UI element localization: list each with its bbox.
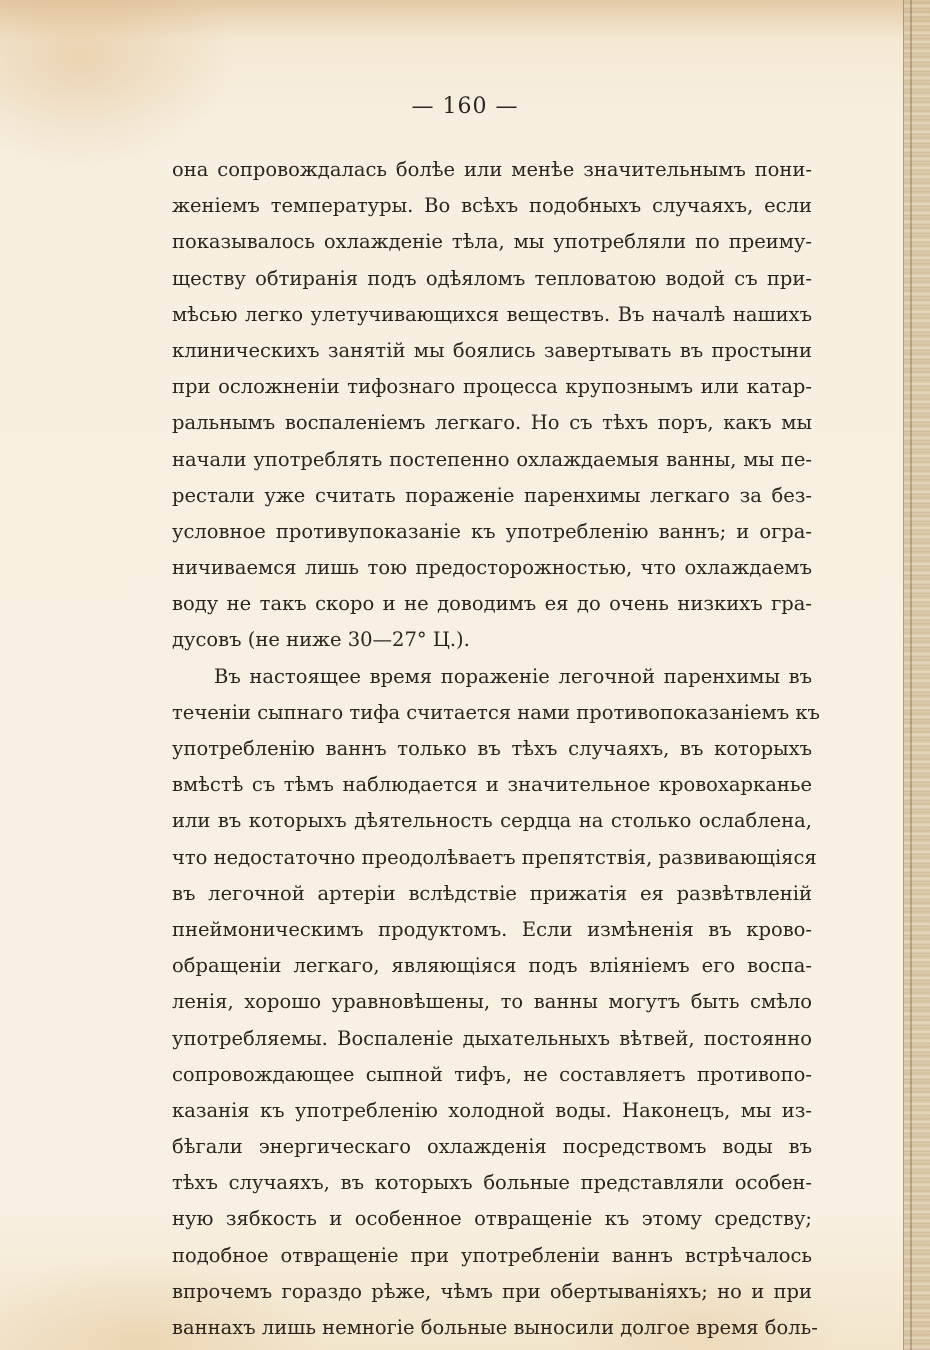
text-line: женіемъ температуры. Во всѣхъ подобныхъ случаяхъ, если xyxy=(172,194,812,218)
text-line: ную зябкость и особенное отвращеніе къ этому средству; xyxy=(172,1207,812,1231)
text-line: ваннахъ лишь немногіе больные выносили долгое время боль- xyxy=(172,1316,818,1339)
text-line: подобное отвращеніе при употребленіи ваннъ встрѣчалось xyxy=(172,1243,812,1267)
text-line: обращеніи легкаго, являющіяся подъ вліяніемъ его воспа- xyxy=(172,954,812,978)
text-line: пнеймоническимъ продуктомъ. Если измѣненія въ крово- xyxy=(172,917,812,941)
text-line: сопровождающее сыпной тифъ, не составляетъ противопо- xyxy=(172,1062,812,1086)
text-line: употребленію ваннъ только въ тѣхъ случаяхъ, въ которыхъ xyxy=(172,737,812,760)
text-line: ничиваемся лишь тою предосторожностью, что охлаждаемъ xyxy=(172,556,812,580)
text-line: мѣсью легко улетучивающихся веществъ. Въ началѣ нашихъ xyxy=(172,302,812,326)
text-line: бѣгали энергическаго охлажденія посредствомъ воды въ xyxy=(172,1135,812,1159)
text-line: рестали уже считать пораженіе паренхимы легкаго за без- xyxy=(172,483,812,507)
page-number: — 160 — xyxy=(411,94,519,119)
text-line: или въ которыхъ дѣятельность сердца на столько ослаблена, xyxy=(172,809,812,833)
text-line: что недостаточно преодолѣваетъ препятствія, развивающіяся xyxy=(172,845,817,869)
text-line: она сопровождалась болѣе или менѣе значительнымъ пони- xyxy=(172,158,812,181)
paragraph-start-line: Въ настоящее время пораженіе легочной паренхимы въ xyxy=(214,664,812,688)
text-line: казанія къ употребленію холодной воды. Наконецъ, мы из- xyxy=(172,1098,812,1122)
text-line: условное противупоказаніе къ употребленію ваннъ; и огра- xyxy=(172,519,812,543)
text-line: впрочемъ гораздо рѣже, чѣмъ при обертываніяхъ; но и при xyxy=(172,1279,812,1303)
binding-edge xyxy=(903,0,930,1350)
text-line: тѣхъ случаяхъ, въ которыхъ больные представляли особен- xyxy=(172,1171,812,1195)
text-line: теченіи сыпнаго тифа считается нами противопоказаніемъ къ xyxy=(172,700,820,724)
text-line: показывалось охлажденіе тѣла, мы употребляли по преиму- xyxy=(172,230,812,254)
body-text xyxy=(172,152,820,1346)
page-stain xyxy=(0,0,930,40)
text-line: въ легочной артеріи вслѣдствіе прижатія ея развѣтвленій xyxy=(172,881,812,905)
text-line: ленія, хорошо уравновѣшены, то ванны могутъ быть смѣло xyxy=(172,990,812,1014)
text-line: ральнымъ воспаленіемъ легкаго. Но съ тѣхъ поръ, какъ мы xyxy=(172,411,812,435)
text-line: при осложненіи тифознаго процесса крупознымъ или катар- xyxy=(172,375,812,399)
text-line: употребляемы. Воспаленіе дыхательныхъ вѣтвей, постоянно xyxy=(172,1026,812,1050)
text-line: вмѣстѣ съ тѣмъ наблюдается и значительное кровохарканье xyxy=(172,773,812,797)
text-line: клиническихъ занятій мы боялись завертывать въ простыни xyxy=(172,338,812,362)
text-line: ществу обтиранія подъ одѣяломъ тепловатою водой съ при- xyxy=(172,266,812,290)
paragraph-end-line: дусовъ (не ниже 30—27° Ц.). xyxy=(172,628,470,652)
text-line: воду не такъ скоро и не доводимъ ея до очень низкихъ гра- xyxy=(172,592,812,616)
text-line: начали употреблять постепенно охлаждаемыя ванны, мы пе- xyxy=(172,447,812,471)
